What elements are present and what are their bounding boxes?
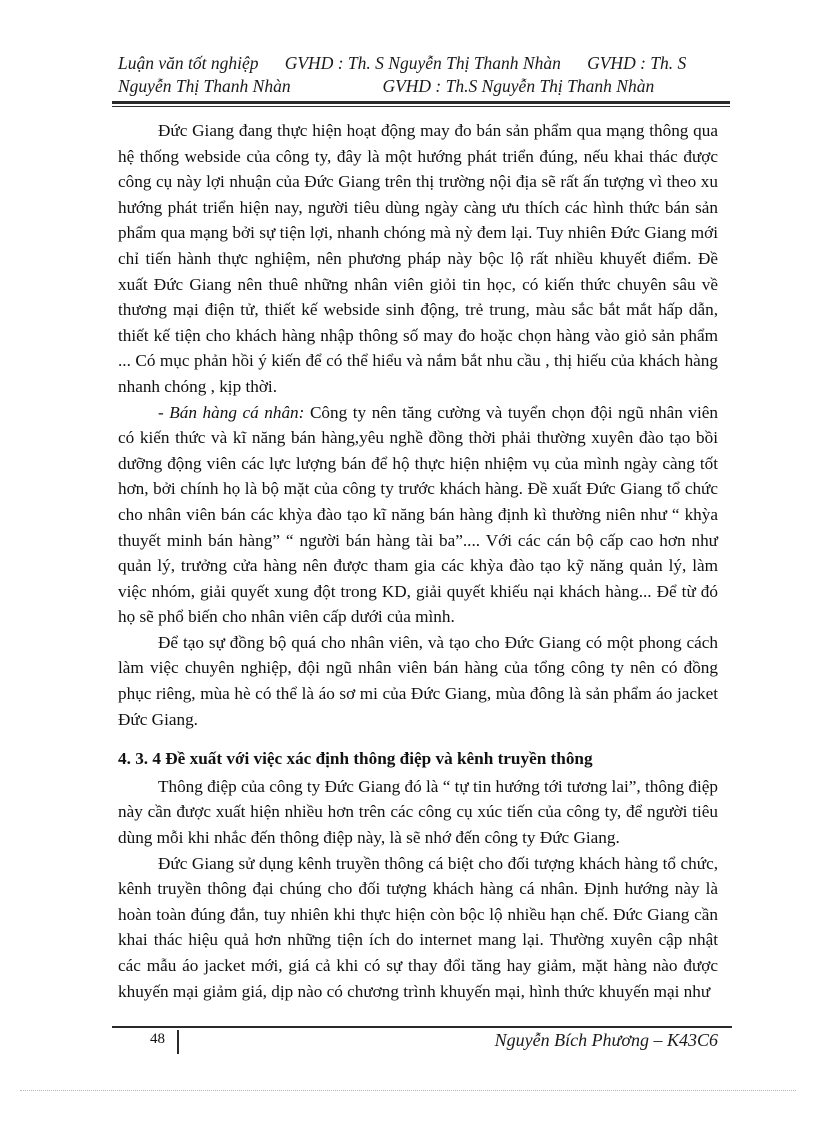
- personal-selling-text: Công ty nên tăng cường và tuyển chọn đội ngũ nhân viên có kiến thức và kĩ năng bán hàng,yêu nghề đồng thời phải thường xuyên đào tạo bồi dưỡng động viên các lực lượng bán để hộ thực hiện nhiệm vụ của mình ngày càng tốt hơn, bởi chính họ là bộ mặt của công ty trước khách hàng. Đề xuất Đức Giang tổ chức cho nhân viên bán các khỳa đào tạo kĩ năng bán hàng định kì thường niên như “ khỳa thuyết minh bán hàng” “ người bán hàng tài ba”.... Với các cán bộ cấp cao hơn như quản lý, trưởng cửa hàng nên được tham gia các khỳa đào tạo kỹ năng quản lý, làm việc nhóm, giải quyết xung đột trong KD, giải quyết khiếu nại khách hàng... Để từ đó họ sẽ phổ biến cho nhân viên cấp dưới của mình.: [118, 402, 719, 627]
- header-rule-secondary: [112, 106, 730, 107]
- paragraph-online-sales: Đức Giang đang thực hiện hoạt động may đo bán sản phẩm qua mạng thông qua hệ thống webside của công ty, đây là một hướng phát triển đúng, nếu khai thác được công cụ này lợi nhuận của Đức Giang trên thị trường nội địa sẽ rất ấn tượng vì theo xu hướng phát triển hiện nay, người tiêu dùng ngày càng ưu thích các hình thức bán sản phẩm qua mạng bởi sự tiện lợi, nhanh chóng mà nỳ đem lại. Tuy nhiên Đức Giang mới chỉ tiến hành thực nghiệm, nên phương pháp này bộc lộ rất nhiều khuyết điểm. Đề xuất Đức Giang nên thuê những nhân viên giỏi tin học, có kiến thức chuyên sâu về thương mại điện tử, thiết kế webside sinh động, trẻ trung, màu sắc bắt mắt hấp dẫn, thiết kế tiện cho khách hàng nhập thông số may đo hoặc chọn hàng vào giỏ sản phẩm ... Có mục phản hồi ý kiến để có thể hiểu và nắm bắt nhu cầu , thị hiếu của khách hàng nhanh chóng , kịp thời.: [118, 121, 718, 396]
- footer-divider: [177, 1030, 179, 1054]
- section-heading: 4. 3. 4 Đề xuất với việc xác định thông điệp và kênh truyền thông: [118, 749, 593, 769]
- paragraph-message: Thông điệp của công ty Đức Giang đó là “ tự tin hướng tới tương lai”, thông điệp này cần được xuất hiện nhiều hơn trên các công cụ xúc tiến của công ty, để người tiêu dùng mỗi khi nhắc đến thông điệp này, là sẽ nhớ đến công ty Đức Giang.: [118, 776, 718, 848]
- footer-rule: [112, 1026, 732, 1028]
- document-body: [118, 118, 718, 1004]
- page-number: 48: [150, 1031, 165, 1047]
- personal-selling-label: - Bán hàng cá nhân:: [158, 402, 305, 422]
- page-header: [118, 52, 718, 98]
- paragraph-personal-selling: [118, 400, 718, 630]
- page-border: [20, 1090, 796, 1091]
- header-line-1: Luận văn tốt nghiệp GVHD : Th. S Nguyễn Thị Thanh Nhàn GVHD : Th. S: [118, 53, 687, 73]
- header-rule: [112, 101, 730, 104]
- paragraph-channels: Đức Giang sử dụng kênh truyền thông cá biệt cho đối tượng khách hàng tổ chức, kênh truyền thông đại chúng cho đối tượng khách hàng cá nhân. Định hướng này là hoàn toàn đúng đắn, tuy nhiên khi thực hiện còn bộc lộ nhiều hạn chế. Đức Giang cần khai thác hiệu quả hơn những tiện ích do internet mang lại. Thường xuyên cập nhật các mẫu áo jacket mới, giá cả khi có sự thay đổi tăng hay giảm, mặt hàng nào được khuyến mại giảm giá, dịp nào có chương trình khuyến mại, hình thức khuyến mại như: [118, 853, 718, 1001]
- paragraph-uniform: Để tạo sự đồng bộ quá cho nhân viên, và tạo cho Đức Giang có một phong cách làm việc chuyên nghiệp, đội ngũ nhân viên bán hàng của tổng công ty nên có đồng phục riêng, mùa hè có thể là áo sơ mi của Đức Giang, mùa đông là sản phẩm áo jacket Đức Giang.: [118, 632, 718, 729]
- footer-author: Nguyễn Bích Phương – K43C6: [494, 1030, 718, 1050]
- header-line-2: Nguyễn Thị Thanh Nhàn GVHD : Th.S Nguyễn Thị Thanh Nhàn: [118, 76, 655, 96]
